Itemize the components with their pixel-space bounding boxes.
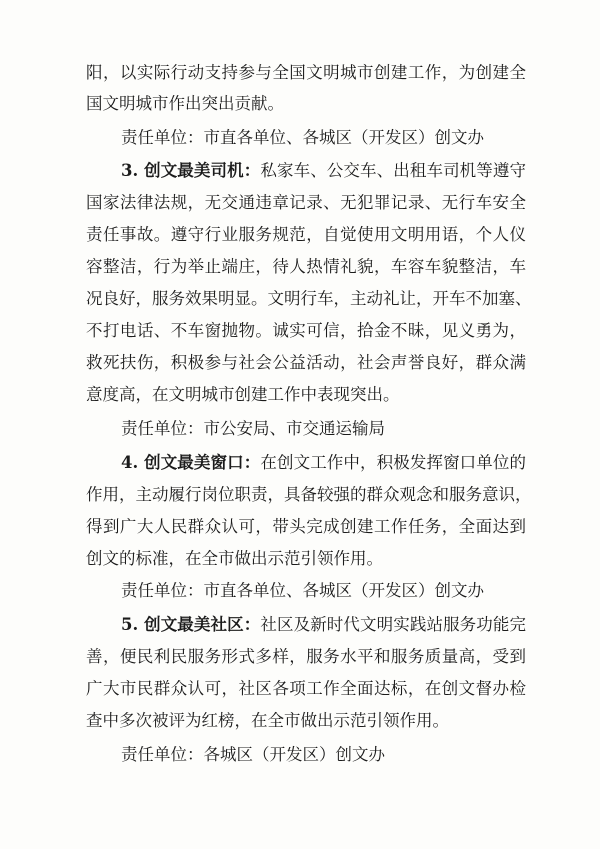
item3-line-5: 况良好，服务效果明显。文明行车，主动礼让，开车不加塞、 (86, 289, 532, 308)
item5-line-1: 社区及新时代文明实践站服务功能完 (260, 615, 526, 634)
item5-first-line (121, 614, 526, 636)
item5-line-2: 善，便民利民服务形式多样，服务水平和服务质量高，受到 (86, 647, 526, 666)
item4-line-3: 得到广大人民群众认可，带头完成创建工作任务，全面达到 (86, 517, 526, 536)
intro-line-2: 国文明城市作出突出贡献。 (86, 94, 284, 113)
item3-line-6: 不打电话、不车窗抛物。诚实可信，拾金不昧，见义勇为， (86, 321, 526, 340)
item4-line-1: 在创文工作中，积极发挥窗口单位的 (260, 453, 526, 472)
item5-responsibility: 责任单位：各城区（开发区）创文办 (121, 745, 385, 764)
item3-line-2: 国家法律法规，无交通违章记录、无犯罪记录、无行车安全 (86, 193, 526, 212)
item4-line-2: 作用，主动履行岗位职责，具备较强的群众观念和服务意识， (86, 485, 532, 504)
item4-first-line (121, 452, 526, 474)
item4-responsibility: 责任单位：市直各单位、各城区（开发区）创文办 (121, 581, 484, 600)
item3-first-line (121, 160, 526, 182)
item5-line-4: 查中多次被评为红榜，在全市做出示范引领作用。 (86, 711, 449, 730)
item3-responsibility: 责任单位：市公安局、市交通运输局 (121, 419, 385, 438)
item3-heading: 3. 创文最美司机： (121, 161, 261, 180)
item5-line-3: 广大市民群众认可，社区各项工作全面达标，在创文督办检 (86, 679, 526, 698)
item3-line-4: 容整洁，行为举止端庄，待人热情礼貌，车容车貌整洁，车 (86, 257, 526, 276)
item3-line-7: 救死扶伤，积极参与社会公益活动，社会声誉良好，群众满 (86, 353, 526, 372)
item3-line-1: 私家车、公交车、出租车司机等遵守 (260, 161, 526, 180)
intro-line-1: 阳，以实际行动支持参与全国文明城市创建工作，为创建全 (86, 63, 526, 82)
intro-responsibility: 责任单位：市直各单位、各城区（开发区）创文办 (121, 128, 484, 147)
item3-line-8: 意度高，在文明城市创建工作中表现突出。 (86, 385, 400, 404)
item4-heading: 4. 创文最美窗口： (121, 453, 261, 472)
item4-line-4: 创文的标准，在全市做出示范引领作用。 (86, 549, 383, 568)
item3-line-3: 责任事故。遵守行业服务规范，自觉使用文明用语，个人仪 (86, 225, 526, 244)
item5-heading: 5. 创文最美社区： (121, 615, 261, 634)
